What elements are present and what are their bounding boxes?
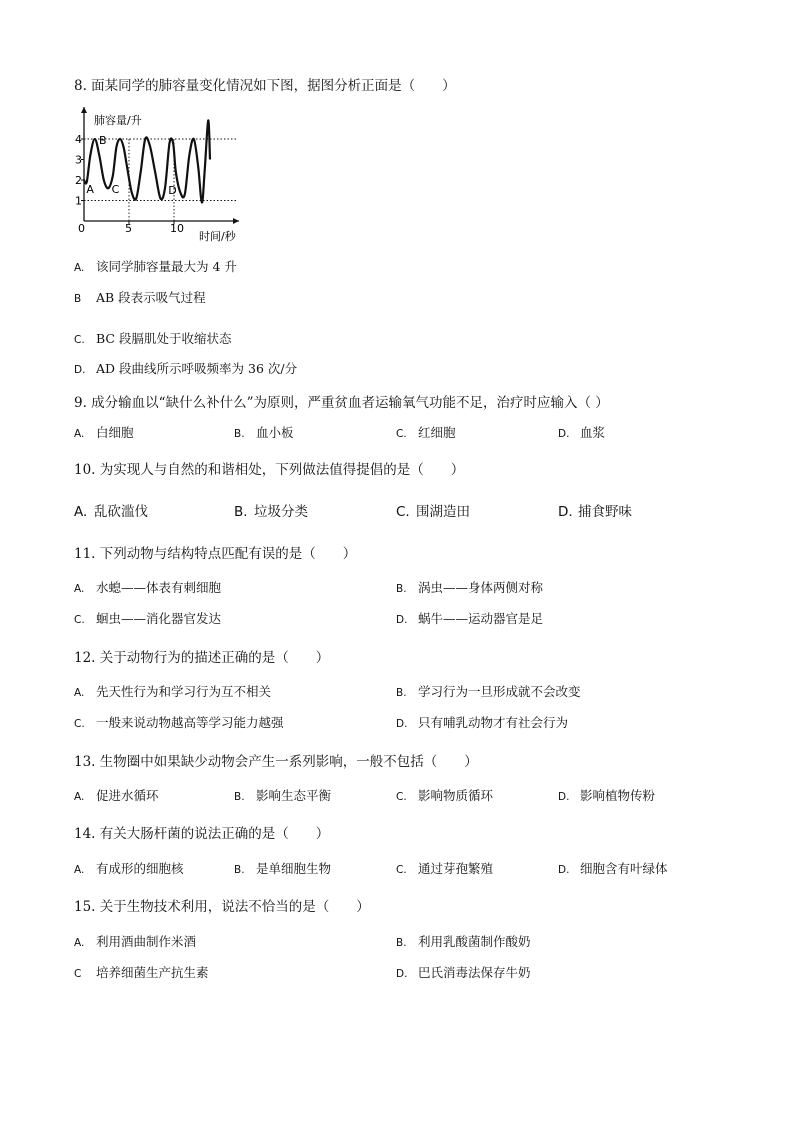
- option-text: 蜗牛——运动器官是足: [418, 611, 544, 626]
- option-letter: B.: [234, 791, 245, 803]
- q13-option-b[interactable]: [234, 786, 331, 804]
- option-text: 红细胞: [418, 425, 456, 440]
- option-letter: A.: [74, 428, 85, 440]
- q15-option-d[interactable]: [396, 963, 531, 981]
- option-letter: A.: [74, 937, 85, 949]
- q12-option-a[interactable]: [74, 682, 271, 700]
- option-letter: A.: [74, 687, 85, 699]
- x-axis-arrow: [233, 218, 239, 224]
- q13-option-a[interactable]: [74, 786, 159, 804]
- point-label-c: C: [111, 183, 120, 197]
- x-tick-label: 10: [170, 222, 184, 235]
- question-15-stem: 15. 关于生物技术利用，说法不恰当的是（ ）: [74, 899, 370, 915]
- option-text: 水螅——体表有刺细胞: [96, 580, 222, 595]
- option-letter: C: [74, 968, 82, 980]
- point-label-a: A: [86, 183, 94, 197]
- option-letter: D.: [396, 968, 408, 980]
- q11-option-a[interactable]: [74, 578, 221, 596]
- option-letter: D.: [74, 364, 86, 376]
- origin-label: 0: [78, 222, 85, 235]
- q9-option-c[interactable]: [396, 423, 456, 441]
- question-10-stem: 10. 为实现人与自然的和谐相处，下列做法值得提倡的是（ ）: [74, 462, 465, 478]
- option-letter: D.: [396, 614, 408, 626]
- option-letter: C.: [396, 864, 407, 876]
- option-text: BC 段膈肌处于收缩状态: [96, 331, 232, 346]
- chart-grid: [84, 139, 236, 221]
- q10-option-d[interactable]: [558, 500, 632, 520]
- q11-option-b[interactable]: [396, 578, 543, 596]
- q11-option-d[interactable]: [396, 609, 543, 627]
- q12-option-c[interactable]: [74, 713, 284, 731]
- q8-option-a[interactable]: [74, 257, 237, 275]
- option-text: 利用酒曲制作米酒: [96, 934, 197, 949]
- option-letter: D.: [558, 504, 573, 520]
- option-letter: B.: [396, 583, 407, 595]
- y-tick-label: 2: [75, 174, 82, 187]
- q10-option-a[interactable]: [74, 500, 148, 520]
- option-text: 巴氏消毒法保存牛奶: [418, 965, 531, 980]
- q15-option-b[interactable]: [396, 932, 531, 950]
- option-letter: A.: [74, 864, 85, 876]
- option-letter: D.: [558, 428, 570, 440]
- option-text: 先天性行为和学习行为互不相关: [96, 684, 272, 699]
- option-text: 通过芽孢繁殖: [418, 861, 494, 876]
- option-text: 血小板: [256, 425, 294, 440]
- option-letter: C.: [74, 718, 85, 730]
- q14-option-d[interactable]: [558, 859, 668, 877]
- series-line-lung-volume: [84, 120, 210, 202]
- question-11-stem: 11. 下列动物与结构特点匹配有误的是（ ）: [74, 546, 357, 562]
- option-text: 学习行为一旦形成就不会改变: [418, 684, 581, 699]
- option-letter: C.: [396, 428, 407, 440]
- option-text: AB 段表示吸气过程: [96, 290, 206, 305]
- option-letter: B.: [396, 937, 407, 949]
- option-letter: B: [74, 293, 82, 305]
- option-letter: B.: [234, 428, 245, 440]
- option-text: 涡虫——身体两侧对称: [418, 580, 544, 595]
- option-letter: C.: [396, 791, 407, 803]
- q14-option-c[interactable]: [396, 859, 493, 877]
- q15-option-c[interactable]: [74, 963, 209, 981]
- question-13-stem: 13. 生物圈中如果缺少动物会产生一系列影响，一般不包括（ ）: [74, 754, 478, 770]
- option-letter: A.: [74, 262, 85, 274]
- question-12-stem: 12. 关于动物行为的描述正确的是（ ）: [74, 650, 330, 666]
- option-text: 培养细菌生产抗生素: [96, 965, 209, 980]
- option-text: 血浆: [580, 425, 606, 440]
- q15-option-a[interactable]: [74, 932, 196, 950]
- q8-option-d[interactable]: [74, 359, 297, 377]
- option-text: 围湖造田: [416, 504, 470, 520]
- question-14-stem: 14. 有关大肠杆菌的说法正确的是（ ）: [74, 826, 330, 842]
- option-text: 垃圾分类: [254, 504, 308, 520]
- y-axis-arrow: [81, 107, 87, 113]
- y-tick-label: 1: [75, 194, 82, 208]
- option-letter: A.: [74, 583, 85, 595]
- option-text: 有成形的细胞核: [96, 861, 184, 876]
- option-text: 影响植物传粉: [580, 788, 656, 803]
- option-letter: D.: [558, 791, 570, 803]
- q12-option-d[interactable]: [396, 713, 568, 731]
- q13-option-c[interactable]: [396, 786, 493, 804]
- q8-option-c[interactable]: [74, 329, 231, 347]
- q8-option-b[interactable]: [74, 288, 206, 306]
- option-text: 促进水循环: [96, 788, 159, 803]
- q9-option-a[interactable]: [74, 423, 134, 441]
- option-text: 是单细胞生物: [256, 861, 332, 876]
- q13-option-d[interactable]: [558, 786, 655, 804]
- option-text: 影响生态平衡: [256, 788, 332, 803]
- option-letter: B.: [234, 864, 245, 876]
- lung-volume-chart: [74, 103, 244, 243]
- q10-option-b[interactable]: [234, 500, 308, 520]
- q14-option-b[interactable]: [234, 859, 331, 877]
- option-text: 白细胞: [96, 425, 134, 440]
- option-text: 只有哺乳动物才有社会行为: [418, 715, 569, 730]
- option-letter: A.: [74, 791, 85, 803]
- option-text: 细胞含有叶绿体: [580, 861, 668, 876]
- y-axis-label: 肺容量/升: [94, 114, 142, 127]
- question-9-stem: 9. 成分输血以“缺什么补什么”为原则，严重贫血者运输氧气功能不足，治疗时应输入（ ）: [74, 395, 609, 411]
- option-text: 一般来说动物越高等学习能力越强: [96, 715, 284, 730]
- option-text: 蛔虫——消化器官发达: [96, 611, 222, 626]
- option-text: 利用乳酸菌制作酸奶: [418, 934, 531, 949]
- q11-option-c[interactable]: [74, 609, 221, 627]
- option-text: 捕食野味: [578, 504, 632, 520]
- q9-option-d[interactable]: [558, 423, 605, 441]
- y-tick-label: 4: [75, 133, 82, 146]
- option-letter: B.: [396, 687, 407, 699]
- x-tick-label: 5: [125, 222, 132, 235]
- option-letter: C.: [74, 614, 85, 626]
- option-letter: C.: [396, 504, 410, 520]
- point-label-b: B: [99, 134, 107, 147]
- x-axis-label: 时间/秒: [199, 230, 236, 243]
- question-8-stem: 8. 面某同学的肺容量变化情况如下图，据图分析正面是（ ）: [74, 78, 456, 94]
- point-label-d: D: [168, 184, 177, 198]
- q9-option-b[interactable]: [234, 423, 294, 441]
- q14-option-a[interactable]: [74, 859, 184, 877]
- option-text: AD 段曲线所示呼吸频率为 36 次/分: [96, 361, 298, 376]
- option-text: 影响物质循环: [418, 788, 494, 803]
- option-letter: A.: [74, 504, 88, 520]
- option-letter: D.: [558, 864, 570, 876]
- option-letter: C.: [74, 334, 85, 346]
- option-letter: D.: [396, 718, 408, 730]
- q12-option-b[interactable]: [396, 682, 581, 700]
- option-text: 乱砍滥伐: [94, 504, 148, 520]
- q10-option-c[interactable]: [396, 500, 470, 520]
- option-text: 该同学肺容量最大为 4 升: [96, 259, 237, 274]
- option-letter: B.: [234, 504, 248, 520]
- y-tick-label: 3: [75, 153, 82, 167]
